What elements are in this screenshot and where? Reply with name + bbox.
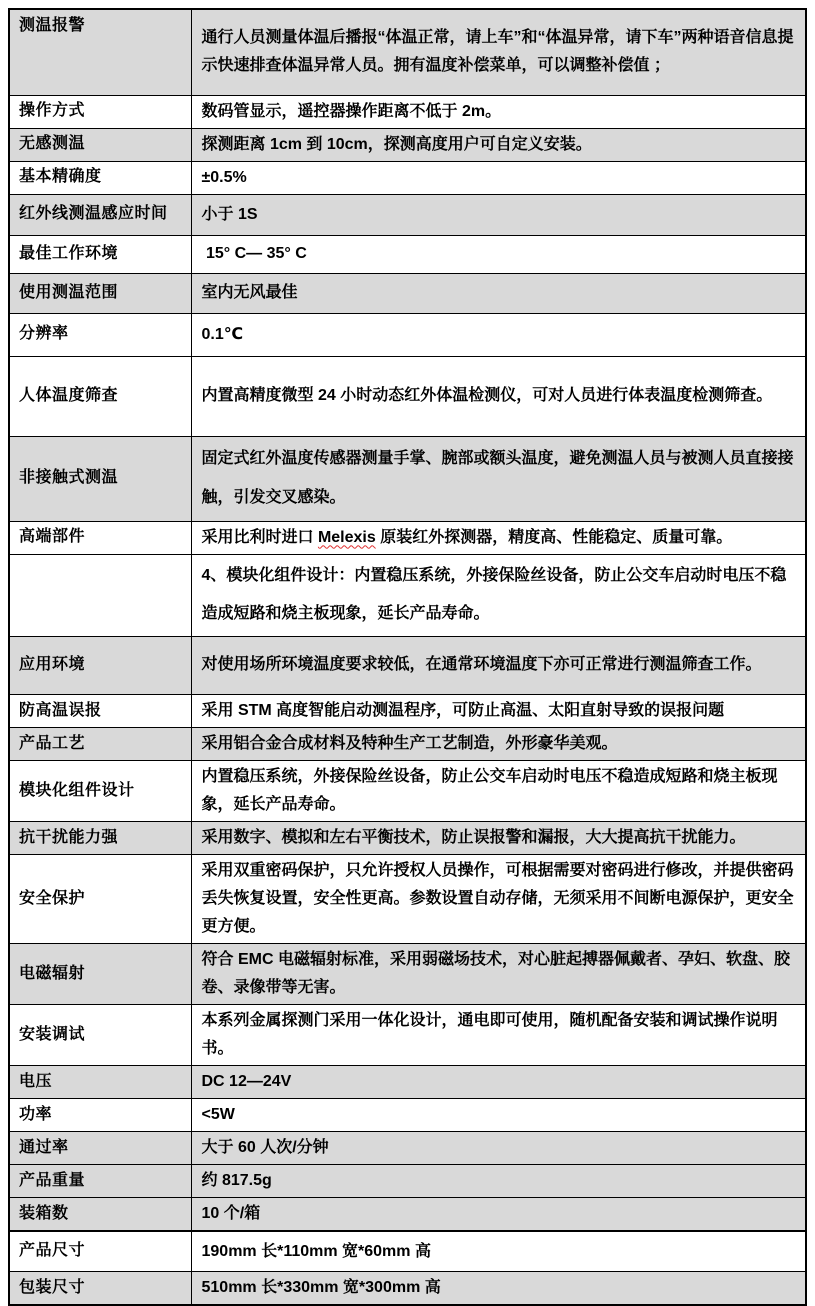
spec-label: 包装尺寸 bbox=[9, 1272, 191, 1306]
spec-value: 固定式红外温度传感器测量手掌、腕部或额头温度，避免测温人员与被测人员直接接触，引发交叉感染。 bbox=[191, 436, 806, 521]
spec-label: 功率 bbox=[9, 1098, 191, 1131]
table-row bbox=[9, 235, 806, 273]
table-row bbox=[9, 1131, 806, 1164]
spec-label: 安装调试 bbox=[9, 1004, 191, 1065]
spec-label: 模块化组件设计 bbox=[9, 760, 191, 821]
spec-value: 15° C— 35° C bbox=[191, 235, 806, 273]
spec-label: 测温报警 bbox=[9, 9, 191, 95]
spec-label: 基本精确度 bbox=[9, 161, 191, 194]
spec-value: DC 12—24V bbox=[191, 1065, 806, 1098]
spec-value: 190mm 长*110mm 宽*60mm 高 bbox=[191, 1231, 806, 1272]
table-row bbox=[9, 1164, 806, 1197]
spec-label: 应用环境 bbox=[9, 636, 191, 694]
spec-value: 采用双重密码保护，只允许授权人员操作，可根据需要对密码进行修改，并提供密码丢失恢复设置，安全性更高。参数设置自动存储，无须采用不间断电源保护，更安全更方便。 bbox=[191, 854, 806, 943]
table-row bbox=[9, 1197, 806, 1231]
table-row bbox=[9, 821, 806, 854]
spec-label: 红外线测温感应时间 bbox=[9, 194, 191, 235]
spec-label: 电压 bbox=[9, 1065, 191, 1098]
spec-label bbox=[9, 554, 191, 636]
spec-label: 抗干扰能力强 bbox=[9, 821, 191, 854]
spec-value: 大于 60 人次/分钟 bbox=[191, 1131, 806, 1164]
spec-value: 采用数字、模拟和左右平衡技术，防止误报警和漏报，大大提高抗干扰能力。 bbox=[191, 821, 806, 854]
spec-label: 无感测温 bbox=[9, 128, 191, 161]
table-row bbox=[9, 694, 806, 727]
spec-label: 产品重量 bbox=[9, 1164, 191, 1197]
table-row bbox=[9, 273, 806, 313]
table-row bbox=[9, 727, 806, 760]
spec-label: 最佳工作环境 bbox=[9, 235, 191, 273]
spec-label: 高端部件 bbox=[9, 521, 191, 554]
spec-value: <5W bbox=[191, 1098, 806, 1131]
table-row bbox=[9, 1231, 806, 1272]
table-row bbox=[9, 356, 806, 436]
spec-label: 装箱数 bbox=[9, 1197, 191, 1231]
spec-value: 符合 EMC 电磁辐射标准，采用弱磁场技术，对心脏起搏器佩戴者、孕妇、软盘、胶卷、录像带等无害。 bbox=[191, 943, 806, 1004]
spec-value: 小于 1S bbox=[191, 194, 806, 235]
spec-value: 4、模块化组件设计：内置稳压系统，外接保险丝设备，防止公交车启动时电压不稳造成短路和烧主板现象，延长产品寿命。 bbox=[191, 554, 806, 636]
spec-value: 室内无风最佳 bbox=[191, 273, 806, 313]
spec-label: 安全保护 bbox=[9, 854, 191, 943]
table-row bbox=[9, 436, 806, 521]
spec-label: 通过率 bbox=[9, 1131, 191, 1164]
spec-table bbox=[8, 8, 807, 1306]
spec-label: 非接触式测温 bbox=[9, 436, 191, 521]
spec-value: 通行人员测量体温后播报“体温正常，请上车”和“体温异常，请下车”两种语音信息提示快速排查体温异常人员。拥有温度补偿菜单，可以调整补偿值 ； bbox=[191, 9, 806, 95]
spec-label: 产品尺寸 bbox=[9, 1231, 191, 1272]
spec-label: 防高温误报 bbox=[9, 694, 191, 727]
table-row bbox=[9, 1065, 806, 1098]
table-row bbox=[9, 95, 806, 128]
spec-value: 内置高精度微型 24 小时动态红外体温检测仪，可对人员进行体表温度检测筛查。 bbox=[191, 356, 806, 436]
spec-value: 数码管显示，遥控器操作距离不低于 2m。 bbox=[191, 95, 806, 128]
table-row bbox=[9, 554, 806, 636]
table-row bbox=[9, 521, 806, 554]
spec-label: 使用测温范围 bbox=[9, 273, 191, 313]
table-row bbox=[9, 161, 806, 194]
spellcheck-underline: Melexis bbox=[317, 528, 376, 546]
table-row bbox=[9, 760, 806, 821]
spec-value: ±0.5% bbox=[191, 161, 806, 194]
spec-value: 内置稳压系统，外接保险丝设备，防止公交车启动时电压不稳造成短路和烧主板现象，延长产品寿命。 bbox=[191, 760, 806, 821]
spec-value: 约 817.5g bbox=[191, 1164, 806, 1197]
spec-value: 10 个/箱 bbox=[191, 1197, 806, 1231]
table-row bbox=[9, 854, 806, 943]
spec-value: 探测距离 1cm 到 10cm，探测高度用户可自定义安装。 bbox=[191, 128, 806, 161]
table-row bbox=[9, 313, 806, 356]
spec-value: 0.1℃ bbox=[191, 313, 806, 356]
spec-value: 采用铝合金合成材料及特种生产工艺制造，外形豪华美观。 bbox=[191, 727, 806, 760]
spec-value: 本系列金属探测门采用一体化设计，通电即可使用，随机配备安装和调试操作说明书。 bbox=[191, 1004, 806, 1065]
table-row bbox=[9, 128, 806, 161]
spec-value: 采用比利时进口 Melexis 原装红外探测器，精度高、性能稳定、质量可靠。 bbox=[191, 521, 806, 554]
spec-value: 510mm 长*330mm 宽*300mm 高 bbox=[191, 1272, 806, 1306]
table-row bbox=[9, 1272, 806, 1306]
table-row bbox=[9, 636, 806, 694]
spec-value: 采用 STM 高度智能启动测温程序，可防止高温、太阳直射导致的误报问题 bbox=[191, 694, 806, 727]
spec-label: 电磁辐射 bbox=[9, 943, 191, 1004]
table-row bbox=[9, 9, 806, 95]
table-row bbox=[9, 194, 806, 235]
spec-table-body bbox=[9, 9, 806, 1305]
spec-label: 分辨率 bbox=[9, 313, 191, 356]
table-row bbox=[9, 1098, 806, 1131]
spec-label: 人体温度筛查 bbox=[9, 356, 191, 436]
spec-label: 产品工艺 bbox=[9, 727, 191, 760]
table-row bbox=[9, 1004, 806, 1065]
table-row bbox=[9, 943, 806, 1004]
spec-value: 对使用场所环境温度要求较低，在通常环境温度下亦可正常进行测温筛查工作。 bbox=[191, 636, 806, 694]
spec-label: 操作方式 bbox=[9, 95, 191, 128]
